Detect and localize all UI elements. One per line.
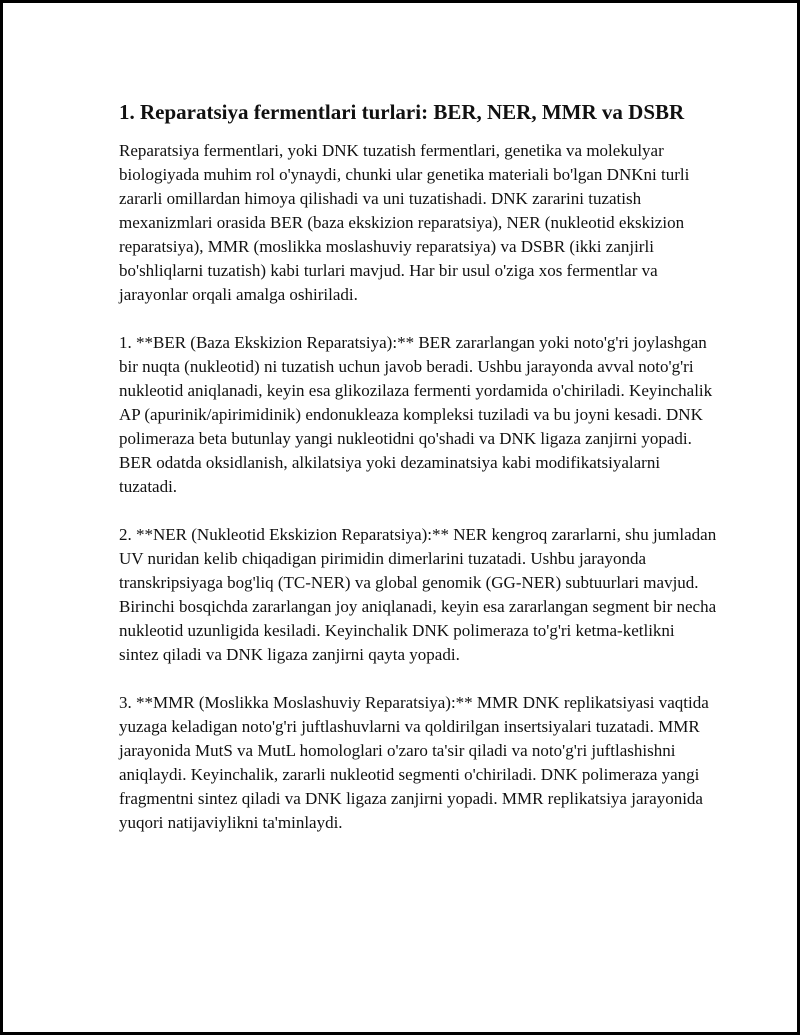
paragraph-mmr: 3. **MMR (Moslikka Moslashuviy Reparatsiya):** MMR DNK replikatsiyasi vaqtida yuzaga keladigan noto'g'ri juftlashuvlarni va qoldirilgan insertsiyalari tuzatadi. MMR jarayonida MutS va MutL homologlari o'zaro ta'sir qiladi va noto'g'ri juftlashishni aniqlaydi. Keyinchalik, zararli nukleotid segmenti o'chiriladi. DNK polimeraza yangi fragmentni sintez qiladi va DNK ligaza zanjirni yopadi. MMR replikatsiya jarayonida yuqori natijaviylikni ta'minlaydi. [119,693,709,832]
paragraph-ber: 1. **BER (Baza Ekskizion Reparatsiya):** BER zararlangan yoki noto'g'ri joylashgan bir nuqta (nukleotid) ni tuzatish uchun javob beradi. Ushbu jarayonda avval noto'g'ri nukleotid aniqlanadi, keyin esa glikozilaza fermenti yordamida o'chiriladi. Keyinchalik AP (apurinik/apirimidinik) endonukleaza kompleksi tuziladi va bu joyni kesadi. DNK polimeraza beta butunlay yangi nukleotidni qo'shadi va DNK ligaza zanjirni yopadi. BER odatda oksidlanish, alkilatsiya yoki dezaminatsiya kabi modifikatsiyalarni tuzatadi. [119,333,713,496]
document-title: 1. Reparatsiya fermentlari turlari: BER, NER, MMR va DSBR [119,100,685,124]
paragraph-ner: 2. **NER (Nukleotid Ekskizion Reparatsiya):** NER kengroq zararlarni, shu jumladan UV nuridan kelib chiqadigan pirimidin dimerlarini tuzatadi. Ushbu jarayonda transkripsiyaga bog'liq (TC-NER) va global genomik (GG-NER) subtuurlari mavjud. Birinchi bosqichda zararlangan joy aniqlanadi, keyin esa zararlangan segment bir necha nukleotid uzunligida kesiladi. Keyinchalik DNK polimeraza to'g'ri ketma-ketlikni sintez qiladi va DNK ligaza zanjirni qayta yopadi. [119,525,717,664]
paragraph-intro: Reparatsiya fermentlari, yoki DNK tuzatish fermentlari, genetika va molekulyar biologiyada muhim rol o'ynaydi, chunki ular genetika materiali bo'lgan DNKni turli zararli omillardan himoya qilishadi va uni tuzatishadi. DNK zararini tuzatish mexanizmlari orasida BER (baza ekskizion reparatsiya), NER (nukleotid ekskizion reparatsiya), MMR (moslikka moslashuviy reparatsiya) va DSBR (ikki zanjirli bo'shliqlarni tuzatish) kabi turlari mavjud. Har bir usul o'ziga xos fermentlar va jarayonlar orqali amalga oshiriladi. [119,141,690,304]
